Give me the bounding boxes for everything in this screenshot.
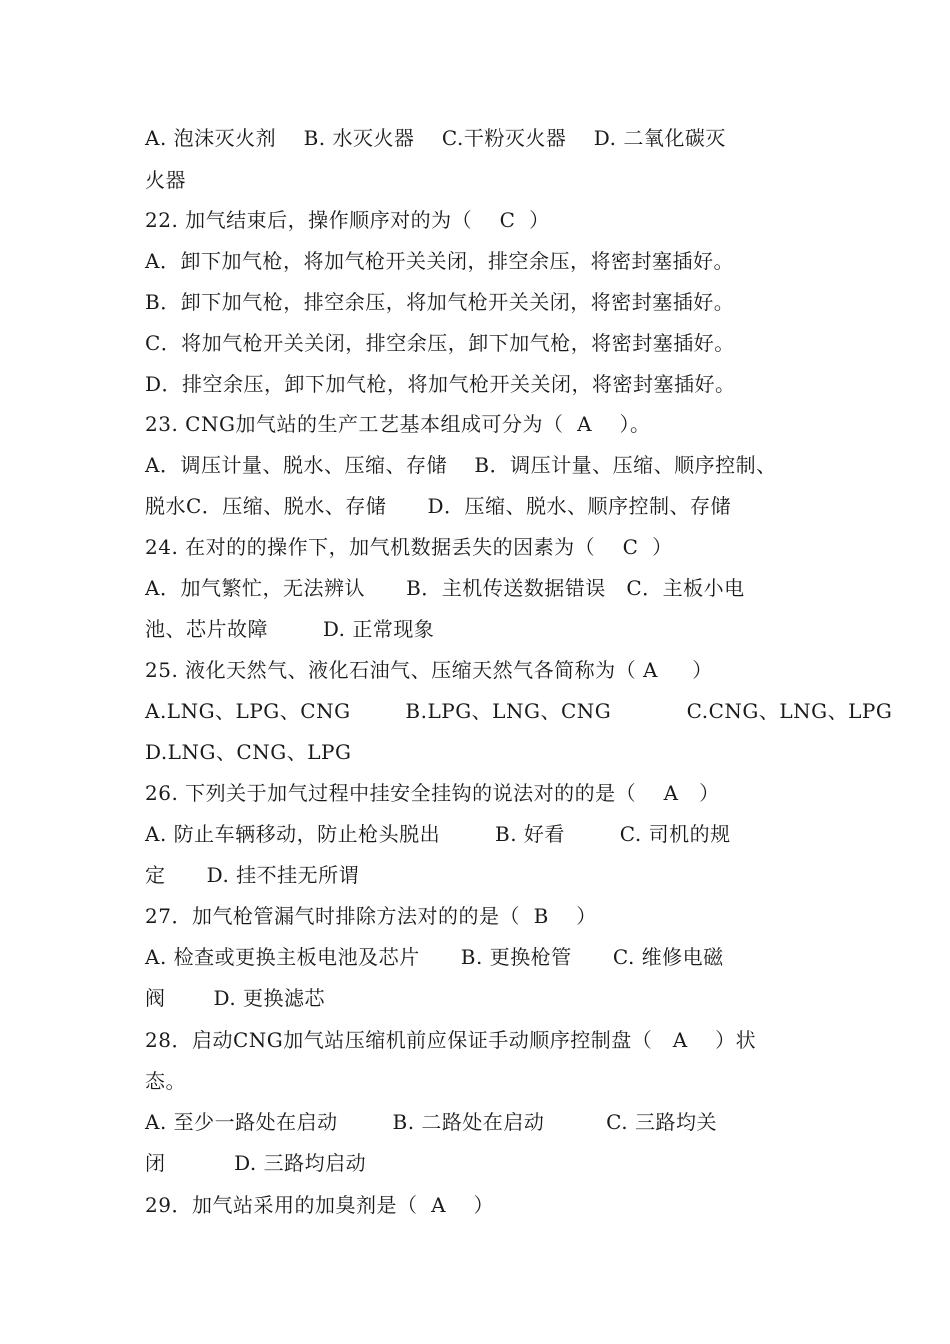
q26-options-line-1: A. 防止车辆移动，防止枪头脱出 B. 好看 C. 司机的规	[145, 822, 731, 846]
q25-options-line-2: D.LNG、CNG、LPG	[145, 740, 352, 764]
q21-options-line-1: A. 泡沫灭火剂 B. 水灭火器 C.干粉灭火器 D. 二氧化碳灭	[145, 126, 726, 150]
q25-options-line-1: A.LNG、LPG、CNG B.LPG、LNG、CNG C.CNG、LNG、LPG	[145, 699, 893, 723]
q28-options-line-2: 闭 D. 三路均启动	[145, 1151, 367, 1175]
q23-options-line-2: 脱水C．压缩、脱水、存储 D．压缩、脱水、顺序控制、存储	[145, 494, 731, 518]
q23-options-line-1: A．调压计量、脱水、压缩、存储 B．调压计量、压缩、顺序控制、	[145, 453, 777, 477]
q24-options-line-1: A．加气繁忙，无法辨认 B．主机传送数据错误 C．主板小电	[145, 576, 745, 600]
q25-question: 25. 液化天然气、液化石油气、压缩天然气各简称为（ A ）	[145, 658, 713, 682]
q24-options-line-2: 池、芯片故障 D. 正常现象	[145, 617, 435, 641]
q27-options-line-2: 阀 D. 更换滤芯	[145, 986, 326, 1010]
q22-option-d: D．排空余压，卸下加气枪，将加气枪开关关闭，将密封塞插好。	[145, 372, 736, 396]
q23-question: 23. CNG加气站的生产工艺基本组成可分为（ A ）。	[145, 412, 651, 436]
q22-option-a: A．卸下加气枪，将加气枪开关关闭，排空余压，将密封塞插好。	[145, 249, 734, 273]
q27-question: 27．加气枪管漏气时排除方法对的的是（ B ）	[145, 904, 597, 928]
q21-options-line-2: 火器	[145, 168, 186, 192]
q22-question: 22. 加气结束后，操作顺序对的为（ C ）	[145, 208, 550, 232]
q28-question-line-2: 态。	[145, 1069, 186, 1093]
q24-question: 24. 在对的的操作下，加气机数据丢失的因素为（ C ）	[145, 535, 673, 559]
q26-options-line-2: 定 D. 挂不挂无所谓	[145, 863, 360, 887]
q28-options-line-1: A. 至少一路处在启动 B. 二路处在启动 C. 三路均关	[145, 1110, 717, 1134]
q29-question: 29．加气站采用的加臭剂是（ A ）	[145, 1193, 495, 1217]
q22-option-b: B．卸下加气枪，排空余压，将加气枪开关关闭，将密封塞插好。	[145, 290, 735, 314]
q28-question-line-1: 28．启动CNG加气站压缩机前应保证手动顺序控制盘（ A ）状	[145, 1028, 757, 1052]
q26-question: 26. 下列关于加气过程中挂安全挂钩的说法对的的是（ A ）	[145, 781, 720, 805]
q22-option-c: C．将加气枪开关关闭，排空余压，卸下加气枪，将密封塞插好。	[145, 331, 735, 355]
q27-options-line-1: A. 检查或更换主板电池及芯片 B. 更换枪管 C. 维修电磁	[145, 945, 724, 969]
